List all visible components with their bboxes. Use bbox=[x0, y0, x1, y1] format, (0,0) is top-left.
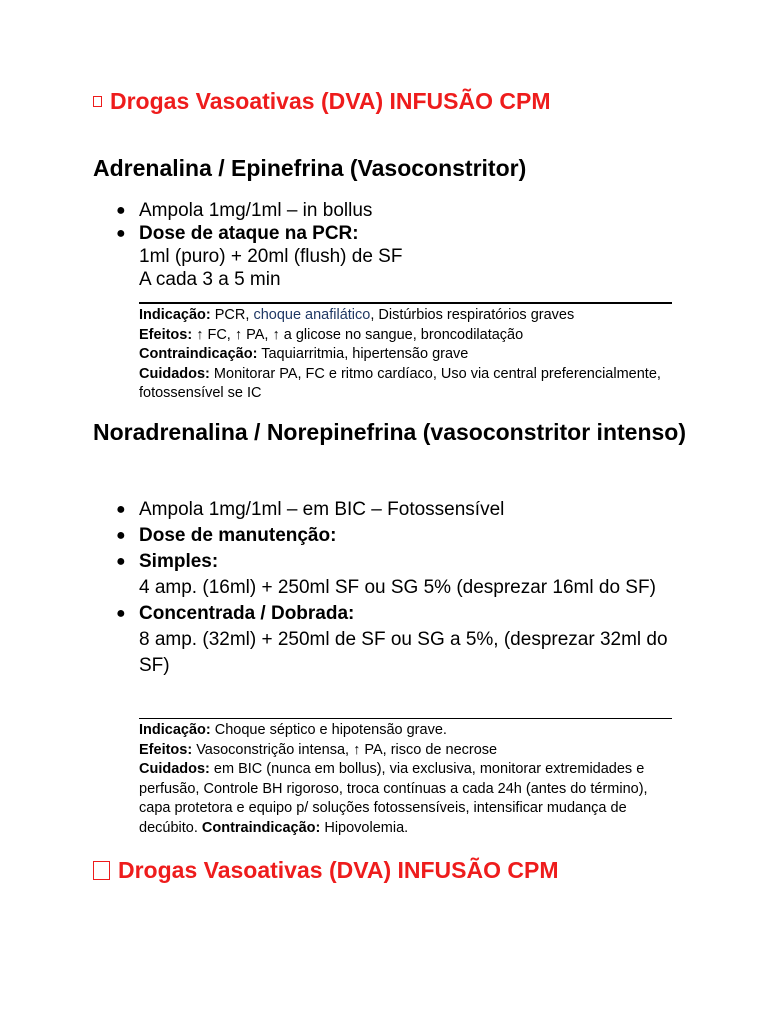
cuidados-label: Cuidados: bbox=[139, 761, 210, 777]
section-title-top bbox=[93, 88, 551, 115]
noradrenalina-list bbox=[93, 497, 693, 679]
indicacao-text-rest: , Distúrbios respiratórios graves bbox=[370, 307, 575, 323]
info-box-noradrenalina bbox=[139, 718, 672, 838]
item-label: Dose de ataque na PCR: bbox=[139, 223, 359, 244]
cuidados-line bbox=[139, 760, 672, 838]
list-item bbox=[93, 222, 693, 291]
indicacao-label: Indicação: bbox=[139, 307, 211, 323]
item-label: Dose de manutenção: bbox=[139, 525, 337, 546]
cuidados-label: Cuidados: bbox=[139, 365, 210, 382]
item-line: 1ml (puro) + 20ml (flush) de SF bbox=[139, 246, 403, 267]
heading-noradrenalina: Noradrenalina / Norepinefrina (vasoconstritor intenso) bbox=[93, 419, 686, 445]
list-item bbox=[93, 199, 693, 222]
contraindicacao-text: Taquiarritmia, hipertensão grave bbox=[261, 346, 469, 362]
indicacao-text: Choque séptico e hipotensão grave. bbox=[214, 722, 447, 738]
bullet-icon: ● bbox=[116, 605, 126, 622]
efeitos-text: Vasoconstrição intensa, ↑ PA, risco de necrose bbox=[196, 741, 498, 758]
list-item bbox=[93, 497, 693, 523]
item-text: Ampola 1mg/1ml – in bollus bbox=[139, 200, 373, 221]
item-text: Ampola 1mg/1ml – em BIC – Fotossensível bbox=[139, 499, 505, 520]
section-title-bottom bbox=[93, 857, 559, 884]
heading-adrenalina: Adrenalina / Epinefrina (Vasoconstritor) bbox=[93, 155, 527, 181]
list-item bbox=[93, 601, 693, 679]
contraindicacao-label: Contraindicação: bbox=[201, 819, 321, 836]
list-item bbox=[93, 523, 693, 549]
contraindicacao-line bbox=[139, 345, 672, 365]
indicacao-line bbox=[139, 306, 672, 326]
indicacao-line bbox=[139, 721, 672, 741]
contraindicacao-label: Contraindicação: bbox=[139, 346, 258, 362]
efeitos-text: ↑ FC, ↑ PA, ↑ a glicose no sangue, broncodilatação bbox=[196, 326, 524, 343]
cuidados-text: em BIC (nunca em bollus), via exclusiva, monitorar extremidades e perfusão, Controle BH rigoroso, troca contínuas a cada 24h (antes do término), capa protetora e equipo p/ soluções fotossensíveis, intensificar mudança de decúbito. bbox=[139, 761, 648, 836]
item-label: Simples: bbox=[139, 551, 219, 572]
bullet-icon: ● bbox=[116, 553, 126, 570]
choque-anafilatico-link[interactable]: choque anafilático bbox=[253, 307, 371, 323]
checkbox-square-icon bbox=[93, 96, 102, 107]
item-line: A cada 3 a 5 min bbox=[139, 269, 281, 290]
adrenalina-list bbox=[93, 199, 693, 291]
bullet-icon: ● bbox=[116, 225, 126, 242]
indicacao-label: Indicação: bbox=[139, 722, 211, 738]
bullet-icon: ● bbox=[116, 501, 126, 518]
title-text: Drogas Vasoativas (DVA) INFUSÃO CPM bbox=[118, 857, 559, 883]
efeitos-line bbox=[139, 741, 672, 761]
item-line: 8 amp. (32ml) + 250ml de SF ou SG a 5%, (desprezar 32ml do SF) bbox=[139, 629, 668, 676]
info-box-adrenalina bbox=[139, 302, 672, 404]
bullet-icon: ● bbox=[116, 202, 126, 219]
efeitos-label: Efeitos: bbox=[139, 741, 193, 758]
contraindicacao-text: Hipovolemia. bbox=[324, 819, 409, 836]
cuidados-text: Monitorar PA, FC e ritmo cardíaco, Uso via central preferencialmente, fotossensível se IC bbox=[139, 365, 661, 401]
item-label: Concentrada / Dobrada: bbox=[139, 603, 355, 624]
title-text: Drogas Vasoativas (DVA) INFUSÃO CPM bbox=[110, 88, 551, 114]
efeitos-line bbox=[139, 326, 672, 346]
checkbox-square-icon bbox=[93, 861, 110, 880]
efeitos-label: Efeitos: bbox=[139, 326, 193, 343]
item-line: 4 amp. (16ml) + 250ml SF ou SG 5% (desprezar 16ml do SF) bbox=[139, 577, 656, 598]
list-item bbox=[93, 549, 693, 601]
cuidados-line bbox=[139, 365, 672, 404]
bullet-icon: ● bbox=[116, 527, 126, 544]
indicacao-text: PCR, bbox=[214, 307, 250, 323]
